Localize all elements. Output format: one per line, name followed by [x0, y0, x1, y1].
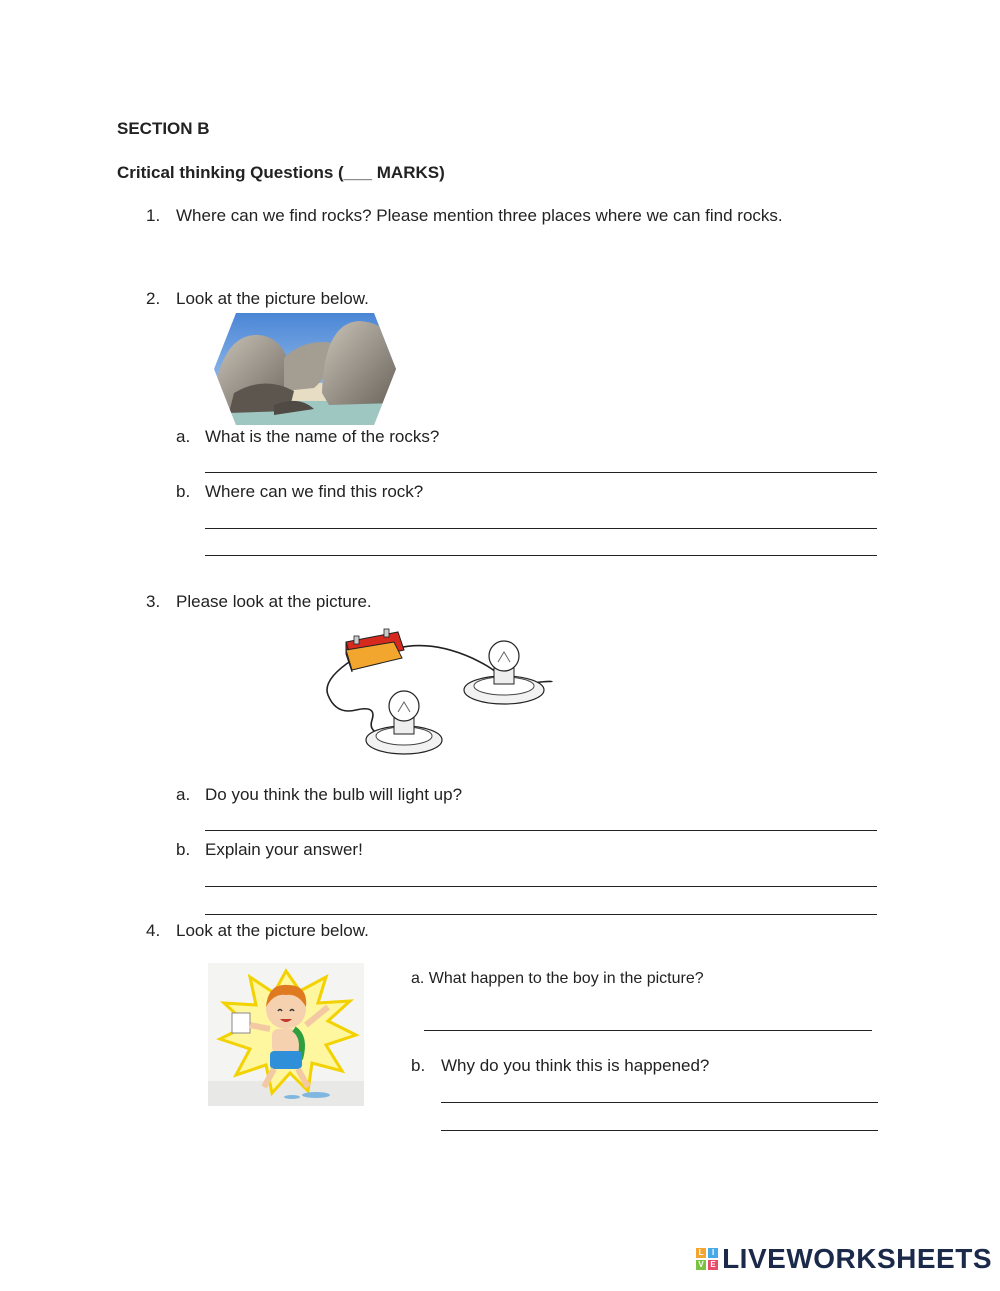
logo-text: LIVEWORKSHEETS	[722, 1243, 992, 1274]
q2b-answer-line-2[interactable]	[205, 555, 877, 556]
q2b-text: Where can we find this rock?	[205, 482, 424, 501]
liveworksheets-logo	[696, 1243, 992, 1275]
logo-block-v: V	[696, 1260, 706, 1270]
q3b-answer-line-2[interactable]	[205, 914, 877, 915]
q3-number: 3.	[146, 592, 161, 611]
q3a-text: Do you think the bulb will light up?	[205, 785, 463, 804]
logo-block-i: I	[708, 1248, 718, 1258]
subtitle: Critical thinking Questions (___ MARKS)	[117, 163, 445, 182]
q2-text: Look at the picture below.	[176, 289, 369, 308]
circuit-image	[322, 620, 556, 760]
q2b-label: b.	[176, 482, 191, 501]
q2a-text: What is the name of the rocks?	[205, 427, 440, 446]
q3b-label: b.	[176, 840, 191, 859]
q2a-label: a.	[176, 427, 191, 446]
q4a-answer-line[interactable]	[424, 1030, 872, 1031]
q4b-answer-line-2[interactable]	[441, 1130, 878, 1131]
q3a-answer-line[interactable]	[205, 830, 877, 831]
q3-text: Please look at the picture.	[176, 592, 372, 611]
q3b-answer-line-1[interactable]	[205, 886, 877, 887]
q2-number: 2.	[146, 289, 161, 308]
logo-block-e: E	[708, 1260, 718, 1270]
q4a-text: a. What happen to the boy in the picture?	[411, 970, 704, 987]
q3a-label: a.	[176, 785, 191, 804]
q2b-answer-line-1[interactable]	[205, 528, 877, 529]
q4b-text: Why do you think this is happened?	[441, 1056, 710, 1075]
logo-block-l: L	[696, 1248, 706, 1258]
q4b-answer-line-1[interactable]	[441, 1102, 878, 1103]
q1-number: 1.	[146, 206, 161, 225]
q4-number: 4.	[146, 921, 161, 940]
rocks-image	[214, 313, 396, 425]
q1-text: Where can we find rocks? Please mention three places where we can find rocks.	[176, 206, 783, 225]
q4-text: Look at the picture below.	[176, 921, 369, 940]
q4b-label: b.	[411, 1056, 426, 1075]
logo-blocks-icon	[696, 1248, 718, 1270]
q2a-answer-line[interactable]	[205, 472, 877, 473]
electric-shock-boy-image	[208, 963, 364, 1106]
section-title: SECTION B	[117, 119, 210, 138]
q3b-text: Explain your answer!	[205, 840, 363, 859]
